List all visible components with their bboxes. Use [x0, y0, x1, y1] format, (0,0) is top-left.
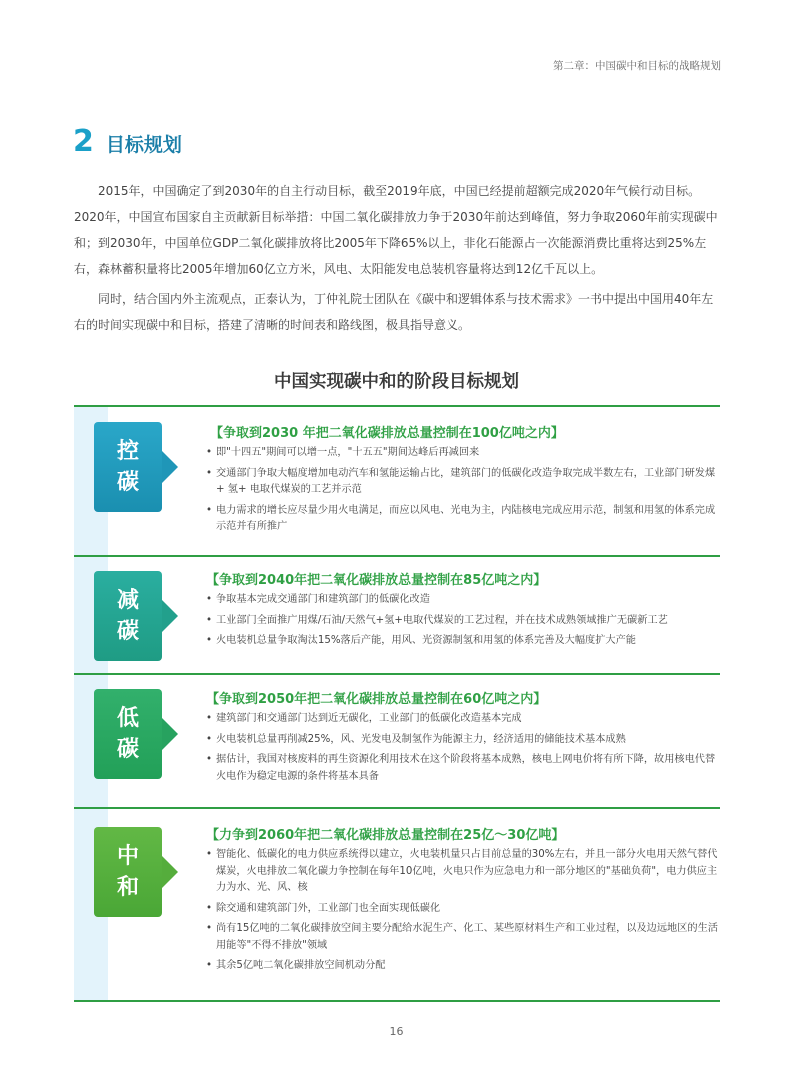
- badge-char: 和: [116, 875, 139, 900]
- stage-bullets: [206, 847, 720, 979]
- badge-char: 控: [116, 439, 139, 464]
- list-item: • 火电装机总量争取淘汰15%落后产能，用风、光资源制氢和用氢的体系完善及大幅度扩大产能: [206, 633, 720, 650]
- list-item: • 据估计，我国对核废料的再生资源化利用技术在这个阶段将基本成熟，核电上网电价将有所下降，故用核电代替火电作为稳定电源的条件将基本具备: [206, 752, 720, 785]
- list-item: • 建筑部门和交通部门达到近无碳化，工业部门的低碳化改造基本完成: [206, 711, 720, 728]
- stage-divider: [74, 673, 720, 675]
- list-item: • 火电装机总量再削减25%，风、光发电及制氢作为能源主力，经济适用的储能技术基本成熟: [206, 732, 720, 749]
- diagram-title: 中国实现碳中和的阶段目标规划: [274, 372, 519, 392]
- badge-char: 减: [116, 588, 139, 613]
- list-item: • 即"十四五"期间可以增一点，"十五五"期间达峰后再减回来: [206, 445, 720, 462]
- list-item: • 其余5亿吨二氧化碳排放空间机动分配: [206, 958, 720, 975]
- section-title: 目标规划: [105, 134, 182, 156]
- list-item: • 争取基本完成交通部门和建筑部门的低碳化改造: [206, 592, 720, 609]
- stage-bullets: [206, 592, 720, 654]
- paragraph-2: 同时，结合国内外主流观点，正泰认为，丁仲礼院士团队在《碳中和逻辑体系与技术需求》一书中提出中国用40年左右的时间实现碳中和目标，搭建了清晰的时间表和路线图，极具指导意义。: [74, 292, 714, 332]
- stage-divider: [74, 1000, 720, 1002]
- list-item: • 电力需求的增长应尽量少用火电满足，而应以风电、光电为主，内陆核电完成应用示范，制氢和用氢的体系完成示范并有所推广: [206, 503, 720, 536]
- stage-bullets: [206, 711, 720, 789]
- stage-goal: 【争取到2050年把二氧化碳排放总量控制在60亿吨之内】: [206, 692, 547, 707]
- stage-bullets: [206, 445, 720, 540]
- stage-divider: [74, 555, 720, 557]
- badge-char: 碳: [116, 619, 139, 644]
- stage-goal: 【力争到2060年把二氧化碳排放总量控制在25亿～30亿吨】: [206, 828, 565, 843]
- list-item: • 智能化、低碳化的电力供应系统得以建立，火电装机量只占目前总量的30%左右，并且一部分火电用天然气替代煤炭，火电排放二氧化碳力争控制在每年10亿吨，火电只作为应急电力和一部分地区的"基础负荷"，电力供应主力为水、光、风、核: [206, 847, 720, 897]
- list-item: • 尚有15亿吨的二氧化碳排放空间主要分配给水泥生产、化工、某些原材料生产和工业过程，以及边远地区的生活用能等"不得不排放"领域: [206, 921, 720, 954]
- stage-divider: [74, 807, 720, 809]
- list-item: • 工业部门全面推广用煤/石油/天然气+氢+电取代煤炭的工艺过程，并在技术成熟领域推广无碳新工艺: [206, 613, 720, 630]
- badge-char: 中: [116, 844, 139, 869]
- list-item: • 交通部门争取大幅度增加电动汽车和氢能运输占比，建筑部门的低碳化改造争取完成半数左右，工业部门研发煤+ 氢+ 电取代煤炭的工艺并示范: [206, 466, 720, 499]
- chapter-header: 第二章：中国碳中和目标的战略规划: [553, 60, 721, 72]
- stage-badge: [94, 827, 162, 917]
- section-number: 2: [73, 124, 94, 159]
- page-number: 16: [389, 1025, 404, 1038]
- stage-goal: 【争取到2030 年把二氧化碳排放总量控制在100亿吨之内】: [210, 426, 564, 441]
- stage-badge: [94, 689, 162, 779]
- paragraph-1: 2015年，中国确定了到2030年的自主行动目标，截至2019年底，中国已经提前超额完成2020年气候行动目标。2020年，中国宣布国家自主贡献新目标举措：中国二氧化碳排放力争于2030年前达到峰值，努力争取2060年前实现碳中和；到2030年，中国单位GDP二氧化碳排放将比2005年下降65%以上，非化石能源占一次能源消费比重将达到25%左右，森林蓄积量将比2005年增加60亿立方米，风电、太阳能发电总装机容量将达到12亿千瓦以上。: [74, 184, 718, 276]
- list-item: • 除交通和建筑部门外，工业部门也全面实现低碳化: [206, 901, 720, 918]
- section-heading: [73, 124, 182, 159]
- stage-badge: [94, 571, 162, 661]
- stage-divider: [74, 405, 720, 407]
- badge-char: 低: [116, 706, 139, 731]
- stage-goal: 【争取到2040年把二氧化碳排放总量控制在85亿吨之内】: [206, 573, 547, 588]
- badge-char: 碳: [116, 470, 139, 495]
- stage-badge: [94, 422, 162, 512]
- badge-char: 碳: [116, 737, 139, 762]
